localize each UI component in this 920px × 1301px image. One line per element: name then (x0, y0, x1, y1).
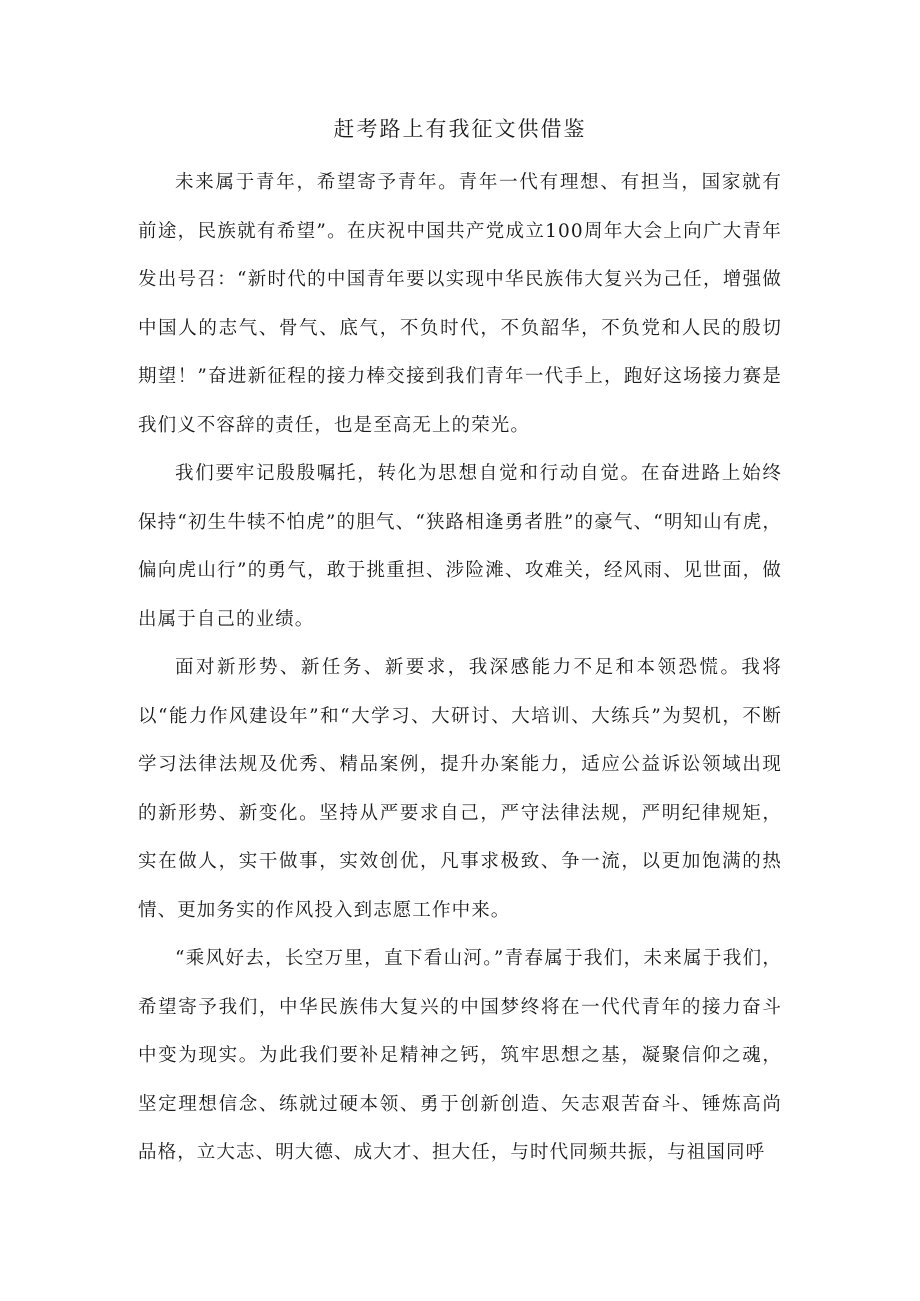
paragraph-2: 我们要牢记殷殷嘱托，转化为思想自觉和行动自觉。在奋进路上始终保持“初生牛犊不怕虎”的胆气、“狭路相逢勇者胜”的豪气、“明知山有虎，偏向虎山行”的勇气，敢于挑重担、涉险滩、攻难关，经风雨、见世面，做出属于自己的业绩。 (138, 463, 782, 630)
paragraph-3: 面对新形势、新任务、新要求，我深感能力不足和本领恐慌。我将以“能力作风建设年”和“大学习、大研讨、大培训、大练兵”为契机，不断学习法律法规及优秀、精品案例，提升办案能力，适应公益诉讼领域出现的新形势、新变化。坚持从严要求自己，严守法律法规，严明纪律规矩，实在做人，实干做事，实效创优，凡事求极致、争一流，以更加饱满的热情、更加务实的作风投入到志愿工作中来。 (138, 657, 782, 921)
document-title: 赶考路上有我征文供借鉴 (333, 117, 587, 141)
paragraph-4: “乘风好去，长空万里，直下看山河。”青春属于我们，未来属于我们，希望寄予我们，中华民族伟大复兴的中国梦终将在一代代青年的接力奋斗中变为现实。为此我们要补足精神之钙，筑牢思想之基，凝聚信仰之魂，坚定理想信念、练就过硬本领、勇于创新创造、矢志艰苦奋斗、锤炼高尚品格，立大志、明大德、成大才、担大任，与时代同频共振，与祖国同呼 (138, 948, 782, 1163)
document-body (138, 159, 782, 1178)
paragraph-1: 未来属于青年，希望寄予青年。青年一代有理想、有担当，国家就有前途，民族就有希望”。在庆祝中国共产党成立100周年大会上向广大青年发出号召：“新时代的中国青年要以实现中华民族伟大复兴为己任，增强做中国人的志气、骨气、底气，不负时代，不负韶华，不负党和人民的殷切期望！”奋进新征程的接力棒交接到我们青年一代手上，跑好这场接力赛是我们义不容辞的责任，也是至高无上的荣光。 (138, 172, 782, 436)
